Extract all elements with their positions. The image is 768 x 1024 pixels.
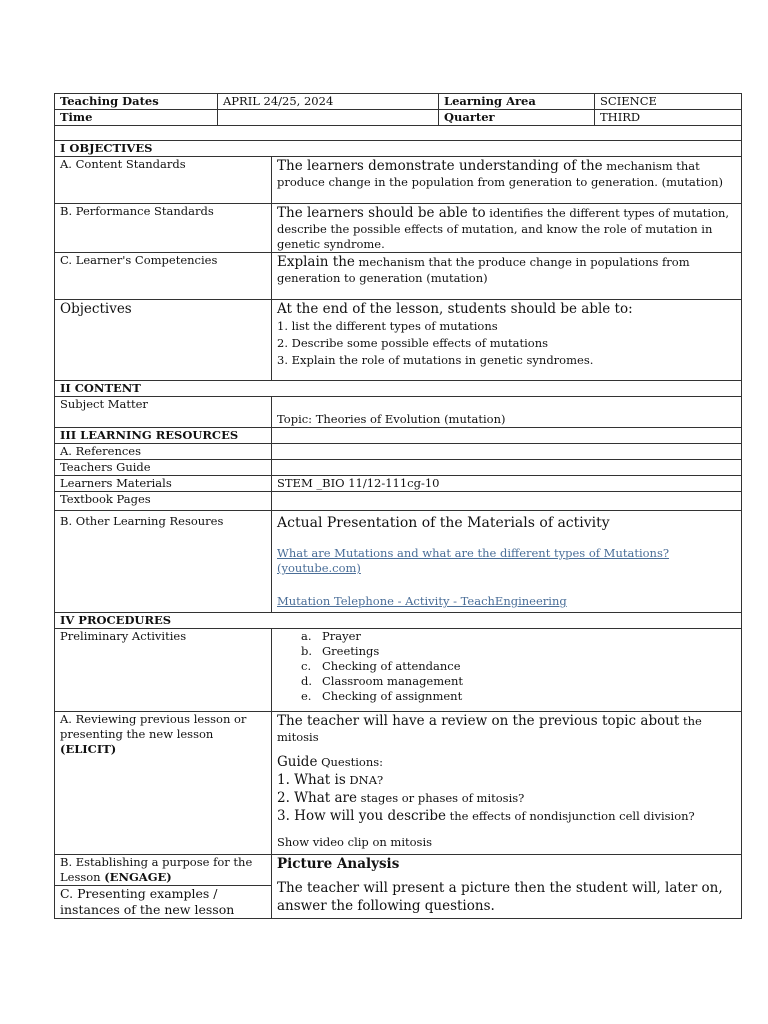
list-item	[277, 644, 736, 659]
learners-materials-label: Learners Materials	[55, 476, 272, 492]
competencies-row	[55, 253, 742, 300]
other-resources-content	[272, 511, 742, 613]
question-2-rest: stages or phases of mitosis?	[357, 791, 525, 805]
picture-analysis-text: The teacher will present a picture then the student will, later on, answer the following questions.	[277, 880, 723, 914]
question-1-rest: DNA?	[345, 773, 384, 787]
header-row-2	[55, 110, 742, 126]
list-marker: c.	[301, 659, 312, 673]
question-2-lead: 2. What are	[277, 790, 357, 806]
list-item-text: Classroom management	[322, 674, 463, 688]
other-resources-title: Actual Presentation of the Materials of activity	[277, 515, 610, 531]
objective-item: 1. list the different types of mutations	[277, 319, 498, 333]
procedures-section-title: IV PROCEDURES	[55, 613, 742, 629]
subject-matter-label: Subject Matter	[55, 397, 272, 428]
performance-standards-rest: identifies the different types of mutation, describe the possible effects of mutation, and know the role of mutation in genetic syndrome.	[277, 206, 730, 251]
competencies-text	[272, 253, 742, 300]
competencies-lead: Explain the	[277, 254, 355, 270]
preliminary-content	[272, 629, 742, 712]
other-resources-row	[55, 511, 742, 613]
textbook-row	[55, 492, 742, 511]
content-standards-lead: The learners demonstrate understanding of the	[277, 158, 603, 174]
lesson-plan-table	[54, 93, 742, 919]
textbook-value	[272, 492, 742, 511]
learning-area-value: SCIENCE	[595, 94, 742, 110]
list-marker: a.	[301, 629, 312, 643]
objectives-section-row	[55, 141, 742, 157]
time-value	[218, 110, 439, 126]
objective-item: 3. Explain the role of mutations in genetic syndromes.	[277, 353, 594, 367]
objectives-row	[55, 300, 742, 381]
question-3-lead: 3. How will you describe	[277, 808, 446, 824]
preliminary-list	[277, 629, 736, 704]
question-1-lead: 1. What is	[277, 772, 346, 788]
learning-area-label: Learning Area	[439, 94, 595, 110]
question-3-rest: the effects of nondisjunction cell division?	[445, 809, 695, 823]
list-item	[277, 659, 736, 674]
teachers-guide-value	[272, 460, 742, 476]
learners-materials-row	[55, 476, 742, 492]
picture-analysis-title: Picture Analysis	[277, 856, 400, 872]
list-item-text: Greetings	[322, 644, 380, 658]
performance-standards-text	[272, 204, 742, 253]
subject-matter-row	[55, 397, 742, 428]
purpose-label-bold: (ENGAGE)	[104, 870, 172, 884]
performance-standards-lead: The learners should be able to	[277, 205, 486, 221]
objective-item: 2. Describe some possible effects of mutations	[277, 336, 549, 350]
objectives-text	[272, 300, 742, 381]
spacer-row	[55, 126, 742, 141]
learners-materials-value: STEM _BIO 11/12-111cg-10	[272, 476, 742, 492]
preliminary-row	[55, 629, 742, 712]
list-item-text: Checking of assignment	[322, 689, 463, 703]
subject-matter-topic: Topic: Theories of Evolution (mutation)	[272, 397, 742, 428]
textbook-label: Textbook Pages	[55, 492, 272, 511]
purpose-label-text: B. Establishing a purpose for the Lesson	[60, 855, 253, 884]
youtube-mutations-link[interactable]: What are Mutations and what are the different types of Mutations? (youtube.com)	[277, 546, 670, 575]
procedures-section-row	[55, 613, 742, 629]
list-item-text: Checking of attendance	[322, 659, 461, 673]
references-row	[55, 444, 742, 460]
content-standards-label: A. Content Standards	[55, 157, 272, 204]
lesson-plan	[54, 93, 741, 919]
list-item-text: Prayer	[322, 629, 361, 643]
list-marker: e.	[301, 689, 312, 703]
references-value	[272, 444, 742, 460]
content-standards-rest: mechanism that produce change in the population from generation to generation. (mutation)	[277, 159, 724, 189]
list-item	[277, 629, 736, 644]
review-content	[272, 712, 742, 855]
review-lead: The teacher will have a review on the previous topic about	[277, 713, 680, 729]
list-item	[277, 674, 736, 689]
content-standards-text	[272, 157, 742, 204]
time-label: Time	[55, 110, 218, 126]
teachers-guide-label: Teachers Guide	[55, 460, 272, 476]
review-label	[55, 712, 272, 855]
teachers-guide-row	[55, 460, 742, 476]
competencies-label: C. Learner's Competencies	[55, 253, 272, 300]
picture-analysis-content	[272, 855, 742, 919]
resources-section-title: III LEARNING RESOURCES	[55, 428, 272, 444]
resources-section-row	[55, 428, 742, 444]
resources-section-empty	[272, 428, 742, 444]
list-marker: d.	[301, 674, 313, 688]
review-label-text: A. Reviewing previous lesson or presenting the new lesson	[60, 712, 247, 741]
objectives-section-title: I OBJECTIVES	[55, 141, 742, 157]
quarter-label: Quarter	[439, 110, 595, 126]
other-resources-label: B. Other Learning Resoures	[55, 511, 272, 613]
purpose-row	[55, 855, 742, 886]
objectives-intro: At the end of the lesson, students should be able to:	[277, 301, 633, 317]
review-row	[55, 712, 742, 855]
teaching-dates-label: Teaching Dates	[55, 94, 218, 110]
content-standards-row	[55, 157, 742, 204]
review-rest: the mitosis	[277, 714, 702, 744]
teachengineering-link[interactable]: Mutation Telephone - Activity - TeachEngineering	[277, 594, 567, 608]
purpose-label	[55, 855, 272, 886]
preliminary-label: Preliminary Activities	[55, 629, 272, 712]
teaching-dates-value: APRIL 24/25, 2024	[218, 94, 439, 110]
objectives-label: Objectives	[55, 300, 272, 381]
competencies-rest: mechanism that the produce change in populations from generation to generation (mutation)	[277, 255, 690, 285]
guide-lead: Guide	[277, 754, 318, 770]
examples-label: C. Presenting examples / instances of the new lesson	[55, 886, 272, 919]
performance-standards-label: B. Performance Standards	[55, 204, 272, 253]
video-note: Show video clip on mitosis	[277, 835, 433, 849]
content-section-title: II CONTENT	[55, 381, 742, 397]
guide-rest: Questions:	[317, 755, 384, 769]
list-marker: b.	[301, 644, 313, 658]
performance-standards-row	[55, 204, 742, 253]
header-row-1	[55, 94, 742, 110]
list-item	[277, 689, 736, 704]
references-label: A. References	[55, 444, 272, 460]
content-section-row	[55, 381, 742, 397]
quarter-value: THIRD	[595, 110, 742, 126]
review-label-bold: (ELICIT)	[60, 742, 117, 756]
